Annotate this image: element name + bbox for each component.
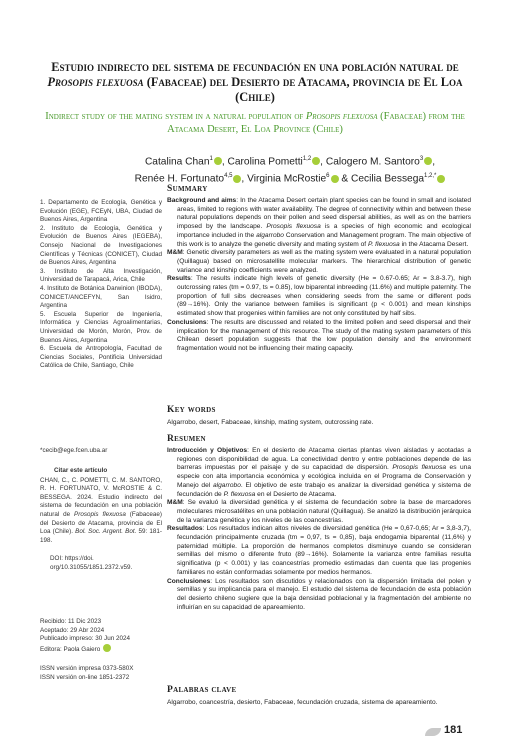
corresponding-email[interactable] (40, 447, 162, 456)
palabras-clave-text: Algarrobo, coancestría, desierto, Fabaceae, fecundación cruzada, sistema de apareamiento. (167, 699, 438, 706)
citation-rest: (Fabaceae) del Desierto de Atacama, provincia de El Loa (Chile). (40, 510, 163, 536)
doi-link[interactable]: DOI: https://doi. org/10.31055/1851.2372.v59. (50, 555, 133, 571)
author-affiliation-sup: 1,2 (302, 156, 312, 162)
summary-heading: Summary (167, 184, 208, 194)
summary-conclusions (167, 319, 471, 354)
summary-results-text: : The results indicate high levels of genetic diversity (He = 0.67-0.65; Ar = 3.8-3.7), high outcrossing rates (tm = 0.97, ts = 0.85), low biparental inbreeding (11.6%) and multiple paternity. The proportion of full sibs decreases when considering seeds from the same or different pods (89→16%). Only the variance between families is significant (p < 0.001) and mean kinships estimated show that progenies within families are not only constituted by half sibs. (177, 275, 471, 318)
author-affiliation-sup: 3 (419, 156, 424, 162)
summary-results (167, 275, 471, 319)
resumen-body (167, 447, 471, 612)
orcid-icon[interactable] (103, 644, 111, 652)
affiliation-item: 2. Instituto de Ecología, Genética y Evolución de Buenos Aires (IEGEBA), Consejo Nacional de Investigaciones Científicas y Técnicas (CONICET), Ciudad de Buenos Aires, Argentina (40, 224, 162, 267)
editor-name: Editora: Paola Gaiero (40, 645, 101, 653)
title-english (40, 111, 470, 136)
author-affiliation-sup: 6 (326, 173, 330, 180)
summary-conclusions-label: Conclusions (167, 318, 207, 326)
author-separator: , (221, 156, 228, 168)
affiliation-item: 6. Escuela de Antropología, Facultad de Ciencias Sociales, Pontificia Universidad Católica de Chile, Santiago, Chile (40, 345, 162, 370)
resumen-mm (167, 499, 471, 525)
summary-background-text-2: is a species of high economic and ecological importance included in the (177, 223, 472, 239)
author-affiliation-sup: 1,2,* (424, 173, 437, 180)
resumen-intro (167, 447, 471, 499)
resumen-results-label: Resultados (167, 525, 203, 533)
resumen-conclusions (167, 578, 471, 613)
issn-online: ISSN versión on-line 1851-2372 (40, 673, 130, 681)
date-received: Recibido: 11 Dic 2023 (40, 618, 102, 625)
resumen-mm-label: M&M (167, 499, 183, 507)
affiliation-item: 5. Escuela Superior de Ingeniería, Informática y Ciencias Agroalimentarias, Universidad de Morón, Morón, Prov. de Buenos Aires, Argentina (40, 310, 162, 344)
resumen-intro-text-2: es una especie con alta importancia económica y ecológica incluida en el Programa de Conservación y Manejo del (177, 464, 471, 489)
summary-mm-text: : Genetic diversity parameters as well as the mating system were evaluated in a natural population (Quillagua) based on microsatellite molecular markers. The hierarchical distribution of genetic variance and kinship coefficients were analyzed. (177, 249, 471, 274)
author-name: & Cecilia Bessega (341, 173, 425, 185)
author-affiliation-sup: 4,5 (224, 173, 233, 180)
date-accepted: Aceptado: 29 Abr 2024 (40, 626, 105, 634)
author-name: Virginia McRostie (247, 173, 327, 185)
editor-line (40, 644, 162, 655)
summary-italic: algarrobo (256, 231, 284, 239)
title-es-text-2: (Fabaceae) del Desierto de Atacama, provincia de El Loa (Chile) (143, 75, 463, 104)
orcid-icon[interactable] (424, 157, 432, 165)
resumen-heading: Resumen (167, 434, 206, 444)
keywords-heading: Key words (167, 405, 216, 415)
title-es-text: Estudio indirecto del sistema de fecundación en una población natural de (51, 60, 459, 74)
title-en-text: Indirect study of the mating system in a natural population of (45, 111, 306, 122)
affiliation-item: 4. Instituto de Botánica Darwinion (IBODA), CONICET/ANCEFYN, San Isidro, Argentina (40, 284, 162, 310)
author-name: Renée H. Fortunato (134, 173, 225, 185)
author-separator: , (241, 173, 248, 185)
affiliation-item: 1. Departamento de Ecología, Genética y Evolución (EGE), FCEyN, UBA, Ciudad de Buenos Aires, Argentina (40, 199, 162, 224)
palabras-clave-heading: Palabras clave (167, 685, 237, 695)
leaf-icon (425, 728, 441, 736)
author-line-1 (120, 152, 460, 169)
article-title-block (40, 60, 470, 136)
summary-background-text-4: in the Atacama Desert. (399, 240, 469, 248)
citation-block (40, 467, 162, 573)
resumen-mm-text: : Se evaluó la diversidad genética y el sistema de fecundación sobre la base de marcadores moleculares microsatélites en una población natural (Quillagua). Se analizó la distribución jerárquica de la varianza genética y los niveles de las coancestrías. (177, 499, 471, 524)
orcid-icon[interactable] (312, 157, 320, 165)
affiliation-item: 3. Instituto de Alta Investigación, Universidad de Tarapacá, Arica, Chile (40, 267, 162, 284)
orcid-icon[interactable] (214, 157, 222, 165)
page-number: 181 (444, 724, 463, 736)
author-list (120, 152, 460, 187)
keywords-text: Algarrobo, desert, Fabaceae, kinship, mating system, outcrossing rate. (167, 419, 374, 426)
resumen-results (167, 525, 471, 577)
summary-species-2: P. flexuosa (367, 240, 400, 248)
resumen-intro-text-3: . El objetivo de este trabajo es analizar la diversidad genética y sistema de fecundación de (177, 481, 471, 498)
resumen-intro-label: Introducción y Objetivos (167, 447, 248, 454)
citation-species: Prosopis flexuosa (74, 510, 126, 518)
resumen-conclusions-text: : Los resultados son discutidos y relacionados con la dispersión limitada del polen y semillas y su implicancia para el manejo. El estudio del sistema de fecundación de esta población del desierto chileno sugiere que la baja densidad poblacional y la fragmentación del ambiente no influirían en su capacidad de apareamiento. (177, 577, 471, 611)
title-en-species: Prosopis flexuosa (305, 111, 378, 122)
title-es-species: Prosopis flexuosa (47, 75, 144, 89)
summary-conclusions-text: : The results are discussed and related to the limited pollen and seed dispersal and their implication for the management of this resource. The study of the mating system parameters of this Chilean desert population suggests that the low population density and the environment fragmentation would not be influencing their mating capacity. (177, 318, 471, 352)
summary-background-text-3: Conservation and Management program. The main objective of this work is to analyze the genetic diversity and mating system of (177, 231, 471, 248)
issn-block (40, 665, 162, 682)
summary-background (167, 197, 471, 249)
resumen-species: Prosopis flexuosa (392, 464, 447, 472)
orcid-icon[interactable] (437, 175, 445, 183)
citation-heading: Citar este artículo (54, 467, 108, 474)
dates-block (40, 618, 162, 654)
author-separator: , (432, 156, 436, 168)
summary-background-text: : In the Atacama Desert certain plant species can be found in small and isolated areas, limited to regions with water availability. The degree of connectivity within and between these natural populations depends on their pollen and seed dispersal abilities, as well as on the barriers imposed by the landscape. (177, 197, 471, 231)
resumen-species-2: P. flexuosa (223, 490, 256, 498)
citation-journal: Bol. Soc. Argent. Bot. (75, 528, 137, 536)
citation-authors: CHAN, C., C. POMETTI, C. M. SANTORO, R. H. FORTUNATO, V. McROSTIE & C. BESSEGA. 2024. Estudio indirecto del sistema de fecundación en una población natural de (40, 476, 162, 518)
citation-volume: 59: 181-198. (40, 528, 163, 544)
date-published: Publicado impreso: 30 Jun 2024 (40, 635, 130, 643)
resumen-conclusions-label: Conclusiones (167, 577, 211, 585)
resumen-italic: algarrobo (213, 481, 241, 489)
author-name: Carolina Pometti (227, 156, 303, 168)
summary-species: Prosopis flexuosa (266, 223, 321, 231)
author-name: Catalina Chan (144, 156, 210, 168)
orcid-icon[interactable] (331, 175, 339, 183)
resumen-intro-text: : En el desierto de Atacama ciertas plantas viven aisladas y acotadas a regiones con disponibilidad de agua. La conectividad dentro y entre poblaciones depende de las barreras impuestas por el paisaje y de su capacidad de dispersión. (177, 447, 471, 472)
summary-background-label: Background and aims (167, 197, 237, 204)
resumen-intro-text-4: en el Desierto de Atacama. (255, 490, 337, 498)
resumen-results-text: : Los resultados indican altos niveles de diversidad genética (He = 0,67-0,65; Ar = 3,8-3,7), fecundación principalmente cruzada (tm = 0,97, ts = 0,85), baja endogamia biparental (11,6%) y paternidad múltiple. La proporción de hermanos completos disminuye cuando se consideran semillas del mismo o diferente fruto (89→16%). Solamente la varianza entre familias resulta significativa (p < 0.001) y las coancestrías promedio estimadas dan cuenta que las progenies familiares no están conformadas solamente por medios hermanos. (177, 525, 471, 576)
title-spanish (40, 60, 470, 105)
issn-print: ISSN versión impresa 0373-580X (40, 665, 134, 672)
summary-body (167, 197, 471, 354)
citation-text (40, 477, 162, 546)
summary-mm-label: M&M (167, 249, 183, 257)
title-en-text-2: (Fabaceae) from the Atacama Desert, El Loa Province (Chile) (167, 111, 465, 135)
email-link[interactable]: *cecib@ege.fcen.uba.ar (40, 447, 108, 454)
author-separator: , (320, 156, 326, 168)
author-affiliation-sup: 1 (209, 156, 213, 162)
summary-mm (167, 249, 471, 275)
summary-results-label: Results (167, 275, 191, 283)
author-name: Calogero M. Santoro (325, 156, 420, 168)
affiliations-list (40, 199, 162, 371)
